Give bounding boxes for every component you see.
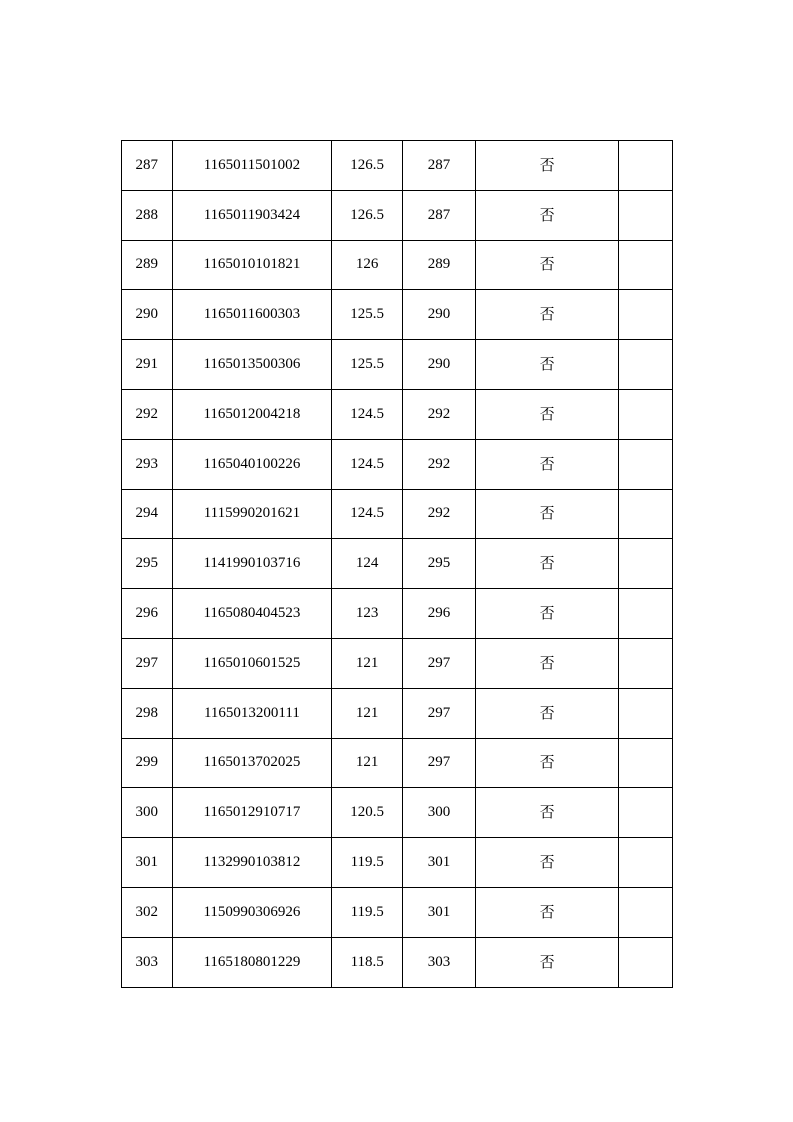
table-row [122,141,673,191]
score-cell: 121 [332,638,403,688]
rank-cell: 300 [403,788,476,838]
rank-cell: 297 [403,738,476,788]
note-cell [619,439,673,489]
exam-number-cell: 1115990201621 [172,489,332,539]
status-cell: 否 [475,887,619,937]
exam-number-cell: 1165013500306 [172,340,332,390]
rank-cell: 301 [403,887,476,937]
note-cell [619,788,673,838]
exam-number-cell: 1165012910717 [172,788,332,838]
score-cell: 126.5 [332,190,403,240]
status-cell: 否 [475,240,619,290]
score-cell: 120.5 [332,788,403,838]
seq-cell: 287 [122,141,173,191]
status-cell: 否 [475,389,619,439]
status-cell: 否 [475,688,619,738]
table-row [122,439,673,489]
note-cell [619,190,673,240]
exam-number-cell: 1165013200111 [172,688,332,738]
table-row [122,539,673,589]
seq-cell: 292 [122,389,173,439]
note-cell [619,240,673,290]
note-cell [619,638,673,688]
note-cell [619,539,673,589]
status-cell: 否 [475,290,619,340]
seq-cell: 300 [122,788,173,838]
table-row [122,589,673,639]
seq-cell: 294 [122,489,173,539]
note-cell [619,887,673,937]
score-cell: 121 [332,688,403,738]
table-row [122,838,673,888]
seq-cell: 293 [122,439,173,489]
status-cell: 否 [475,838,619,888]
score-cell: 126 [332,240,403,290]
note-cell [619,340,673,390]
seq-cell: 289 [122,240,173,290]
seq-cell: 302 [122,887,173,937]
rank-cell: 287 [403,190,476,240]
table-row [122,489,673,539]
table-row [122,190,673,240]
results-table [121,140,673,988]
score-cell: 124.5 [332,439,403,489]
note-cell [619,688,673,738]
note-cell [619,489,673,539]
exam-number-cell: 1132990103812 [172,838,332,888]
seq-cell: 290 [122,290,173,340]
exam-number-cell: 1165011600303 [172,290,332,340]
rank-cell: 290 [403,290,476,340]
score-cell: 119.5 [332,887,403,937]
note-cell [619,389,673,439]
table-row [122,290,673,340]
status-cell: 否 [475,539,619,589]
note-cell [619,141,673,191]
status-cell: 否 [475,738,619,788]
score-cell: 119.5 [332,838,403,888]
table-row [122,937,673,987]
status-cell: 否 [475,638,619,688]
seq-cell: 298 [122,688,173,738]
table-row [122,389,673,439]
score-cell: 124 [332,539,403,589]
rank-cell: 295 [403,539,476,589]
score-cell: 126.5 [332,141,403,191]
note-cell [619,937,673,987]
results-table-body [122,141,673,988]
score-cell: 118.5 [332,937,403,987]
seq-cell: 301 [122,838,173,888]
table-row [122,738,673,788]
table-row [122,340,673,390]
exam-number-cell: 1165180801229 [172,937,332,987]
rank-cell: 301 [403,838,476,888]
table-row [122,638,673,688]
exam-number-cell: 1165012004218 [172,389,332,439]
seq-cell: 295 [122,539,173,589]
table-row [122,688,673,738]
score-cell: 124.5 [332,489,403,539]
rank-cell: 290 [403,340,476,390]
exam-number-cell: 1150990306926 [172,887,332,937]
exam-number-cell: 1165010101821 [172,240,332,290]
note-cell [619,738,673,788]
seq-cell: 303 [122,937,173,987]
table-row [122,788,673,838]
score-cell: 123 [332,589,403,639]
status-cell: 否 [475,340,619,390]
score-cell: 125.5 [332,290,403,340]
rank-cell: 297 [403,638,476,688]
status-cell: 否 [475,589,619,639]
score-cell: 125.5 [332,340,403,390]
table-row [122,240,673,290]
seq-cell: 288 [122,190,173,240]
rank-cell: 289 [403,240,476,290]
rank-cell: 303 [403,937,476,987]
status-cell: 否 [475,937,619,987]
exam-number-cell: 1165011501002 [172,141,332,191]
rank-cell: 297 [403,688,476,738]
seq-cell: 299 [122,738,173,788]
score-cell: 121 [332,738,403,788]
status-cell: 否 [475,489,619,539]
score-cell: 124.5 [332,389,403,439]
rank-cell: 287 [403,141,476,191]
rank-cell: 292 [403,489,476,539]
seq-cell: 296 [122,589,173,639]
status-cell: 否 [475,190,619,240]
exam-number-cell: 1165010601525 [172,638,332,688]
exam-number-cell: 1165011903424 [172,190,332,240]
seq-cell: 297 [122,638,173,688]
rank-cell: 292 [403,439,476,489]
exam-number-cell: 1165013702025 [172,738,332,788]
seq-cell: 291 [122,340,173,390]
rank-cell: 292 [403,389,476,439]
table-row [122,887,673,937]
exam-number-cell: 1165040100226 [172,439,332,489]
note-cell [619,838,673,888]
exam-number-cell: 1141990103716 [172,539,332,589]
exam-number-cell: 1165080404523 [172,589,332,639]
status-cell: 否 [475,439,619,489]
status-cell: 否 [475,788,619,838]
note-cell [619,290,673,340]
note-cell [619,589,673,639]
rank-cell: 296 [403,589,476,639]
status-cell: 否 [475,141,619,191]
